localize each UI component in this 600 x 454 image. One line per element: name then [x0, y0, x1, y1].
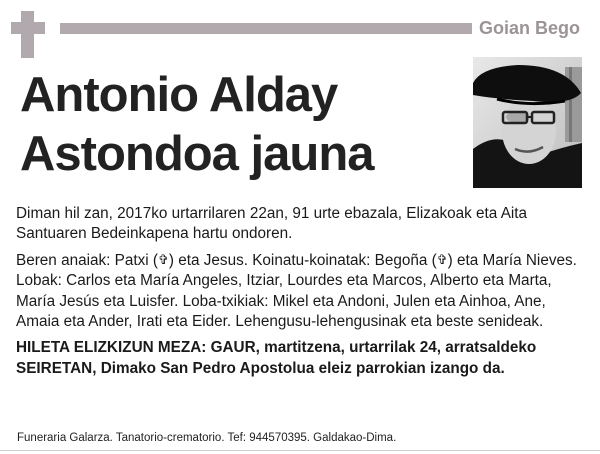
name-line-2: Astondoa jauna	[20, 127, 374, 181]
portrait-image	[473, 57, 582, 188]
cross-icon-vertical	[21, 11, 34, 58]
family-text-part-2: ) eta Jesus. Koinatu-koinatak: Begoña (	[168, 251, 437, 269]
cross-icon-horizontal	[11, 22, 45, 34]
family-text-part-1: Beren anaiak: Patxi (	[16, 251, 158, 269]
bottom-divider	[0, 450, 600, 451]
cross-icon: ✞	[158, 251, 169, 267]
portrait-photo	[473, 57, 582, 188]
header-label: Goian Bego	[478, 18, 580, 38]
header-bar	[60, 23, 472, 34]
deceased-name	[20, 66, 374, 184]
funeral-mass-paragraph: HILETA ELIZKIZUN MEZA: GAUR, martitzena, urtarrilak 24, arratsaldeko SEIRETAN, Dimako San Pedro Apostolua eleiz parrokian izango da.	[16, 339, 537, 377]
family-paragraph	[16, 251, 582, 333]
death-notice-paragraph: Diman hil zan, 2017ko urtarrilaren 22an, 91 urte ebazala, Elizakoak eta Aita Santuaren Bedeinkapena hartu ondoren.	[16, 205, 528, 243]
funeral-home-footer: Funeraria Galarza. Tanatorio-crematorio. Tef: 944570395. Galdakao-Dima.	[17, 432, 397, 444]
obituary-body	[16, 204, 582, 385]
family-text-part-3: ) eta María Nieves. Lobak: Carlos eta María Angeles, Itziar, Lourdes eta Marcos, Alberto eta Marta, María Jesús eta Luisfer. Loba-txikiak: Mikel eta Andoni, Julen eta Ainhoa, Ane, Amaia eta Ander, Irati eta Eider. Lehengusu-lehengusinak eta beste senideak.	[16, 251, 577, 331]
name-line-1: Antonio Alday	[20, 68, 338, 122]
cross-icon: ✞	[436, 251, 448, 267]
